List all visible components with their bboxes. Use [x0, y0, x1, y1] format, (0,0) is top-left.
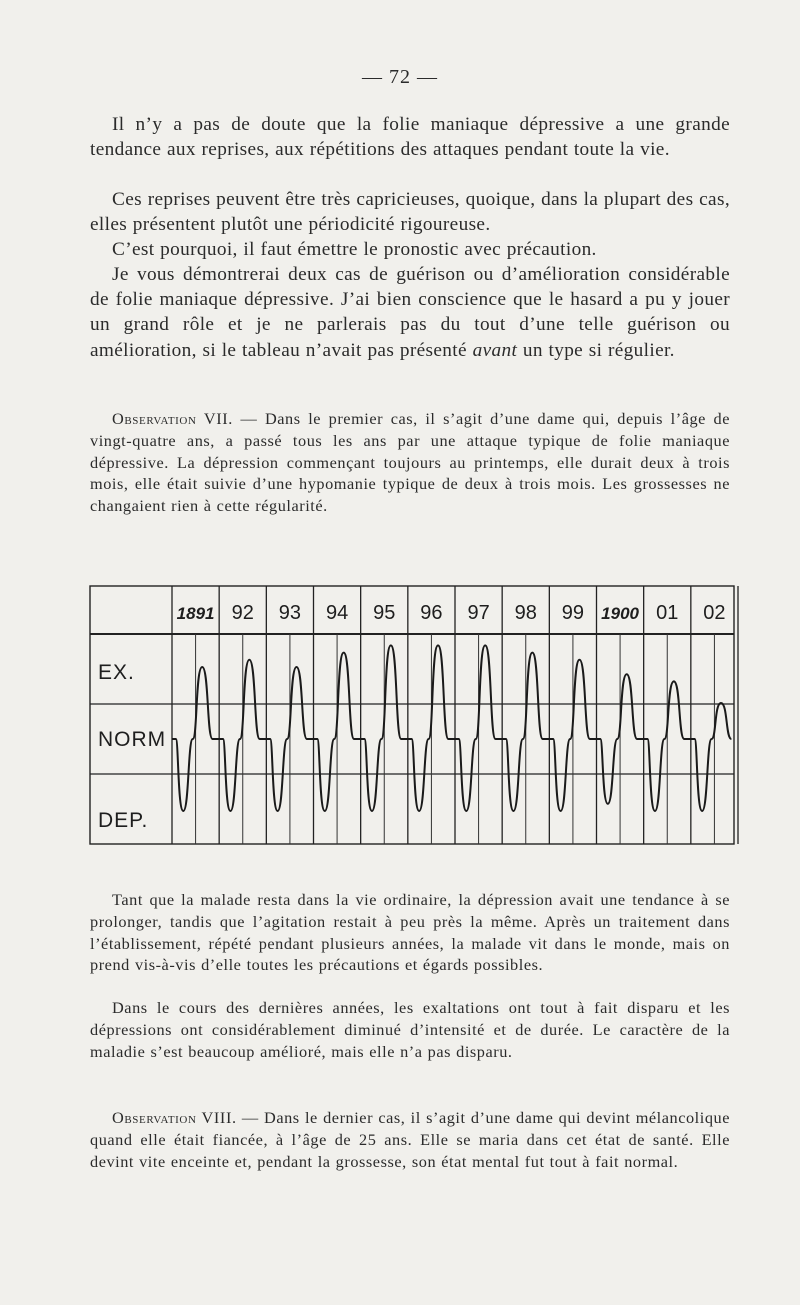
year-label: 1900	[601, 604, 639, 623]
year-label: 02	[703, 602, 726, 624]
observation-7-text: — Dans le premier cas, il s’agit d’une dame qui, depuis l’âge de vingt-quatre ans, a passé tous les ans par une attaque typique de folie maniaque dépressive. La dépression commençant toujours au printemps, elle durait deux à trois mois, elle était suivie d’une hypomanie typique de deux à trois mois. Les grossesses ne changaient rien à cette régularité.	[90, 409, 730, 516]
chart-grid	[90, 586, 738, 844]
year-label: 94	[325, 602, 349, 624]
mood-curve	[172, 645, 731, 811]
year-label: 99	[561, 602, 585, 624]
intro-paragraph-2: Ces reprises peuvent être très capricieuses, quoique, dans la plupart des cas, elles présentent plutôt une périodicité rigoureuse.	[90, 189, 730, 236]
observation-7-label: Observation VII.	[112, 409, 233, 428]
after-paragraph-1: Tant que la malade resta dans la vie ordinaire, la dépression avait une tendance à se prolonger, tandis que l’agitation restait à peu près la même. Après un traitement dans l’établissement, répété pendant plusieurs années, la malade vit dans le monde, mais on prend vis-à-vis d’elle toutes les précautions et égards possibles.	[90, 890, 730, 975]
row-label: DEP.	[98, 809, 149, 832]
observation-8-paragraph	[90, 1107, 730, 1172]
observation-8-text: — Dans le dernier cas, il s’agit d’une dame qui devint mélancolique quand elle était fiancée, à l’âge de 25 ans. Elle se maria dans cet état de santé. Elle devint vite enceinte et, pendant la grossesse, son état mental fut tout à fait normal.	[90, 1108, 730, 1171]
year-label: 97	[467, 602, 490, 624]
row-label: EX.	[98, 661, 135, 684]
year-label: 92	[231, 602, 254, 624]
year-label: 96	[420, 602, 443, 624]
year-label: 01	[656, 602, 679, 624]
intro-paragraph-4-text: Je vous démontrerai deux cas de guérison ou d’amélioration considérable de folie maniaque dépressive. J’ai bien conscience que le hasard a pu y jouer un grand rôle et je ne parlerais pas du tout d’une telle guérison ou amélioration, si le tableau n’avait pas présenté	[90, 264, 730, 361]
intro-paragraph-4-tail: un type si régulier.	[522, 339, 675, 361]
page-number: — 72 —	[362, 66, 438, 88]
intro-paragraph-4	[90, 262, 730, 363]
mood-chart	[88, 582, 740, 848]
year-label: 98	[514, 602, 537, 624]
year-label: 95	[373, 602, 396, 624]
year-label: 1891	[176, 604, 215, 623]
intro-paragraph-3: C’est pourquoi, il faut émettre le pronostic avec précaution.	[112, 239, 597, 260]
year-label: 93	[278, 602, 302, 624]
intro-paragraph-1: Il n’y a pas de doute que la folie maniaque dépressive a une grande tendance aux reprises, aux répétitions des attaques pendant toute la vie.	[90, 114, 730, 161]
emphasis-avant: avant	[472, 339, 518, 361]
observation-8-label: Observation VIII.	[112, 1108, 237, 1127]
observation-7-paragraph	[90, 408, 730, 517]
after-paragraph-2: Dans le cours des dernières années, les exaltations ont tout à fait disparu et les dépressions ont considérablement diminué d’intensité et de durée. Le caractère de la maladie s’est beaucoup amélioré, mais elle n’a pas disparu.	[90, 998, 730, 1061]
row-label: NORM	[98, 728, 167, 751]
chart-row-labels	[98, 661, 166, 832]
